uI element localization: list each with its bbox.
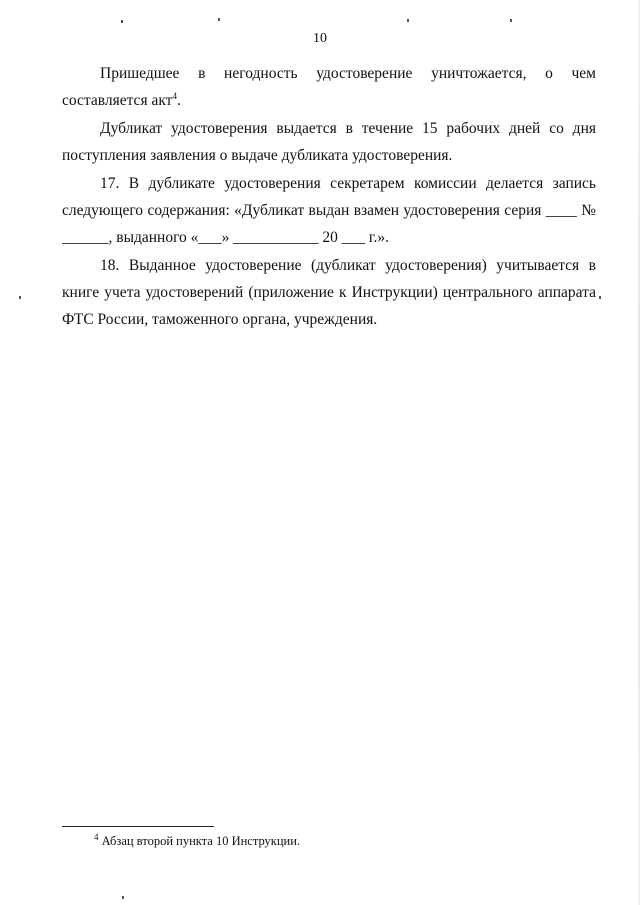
scan-speck: [218, 18, 220, 21]
footnote-text: Абзац второй пункта 10 Инструкции.: [101, 834, 301, 848]
scan-speck: [510, 19, 512, 22]
paragraph-text: Пришедшее в негодность удостоверение уничтожается, о чем составляется акт: [62, 65, 596, 109]
scan-speck: [599, 296, 601, 299]
paragraph-18: 18. Выданное удостоверение (дубликат удостоверения) учитывается в книге учета удостоверений (приложение к Инструкции) центрального аппарата ФТС России, таможенного органа, учреждения.: [62, 257, 596, 328]
footnote-divider: [62, 826, 214, 827]
scan-speck: [122, 896, 124, 899]
document-body: [62, 60, 596, 333]
scan-speck: [121, 20, 123, 23]
paragraph-duplicate-term: Дубликат удостоверения выдается в течение 15 рабочих дней со дня поступления заявления о выдаче дубликата удостоверения.: [62, 120, 596, 164]
footnote-reference[interactable]: 4: [172, 90, 177, 101]
footnote: [94, 831, 301, 849]
paragraph-17: 17. В дубликате удостоверения секретарем комиссии делается запись следующего содержания: «Дубликат выдан взамен удостоверения серия ____ № ______, выданного «___» ___________ 20 ___ г.».: [62, 175, 596, 246]
footnote-number: 4: [94, 831, 99, 842]
paragraph-disposal: [62, 60, 596, 114]
scan-speck: [407, 19, 409, 22]
scan-speck: [19, 296, 21, 299]
paragraph-tail: .: [176, 92, 181, 109]
page-number: 10: [313, 31, 327, 46]
